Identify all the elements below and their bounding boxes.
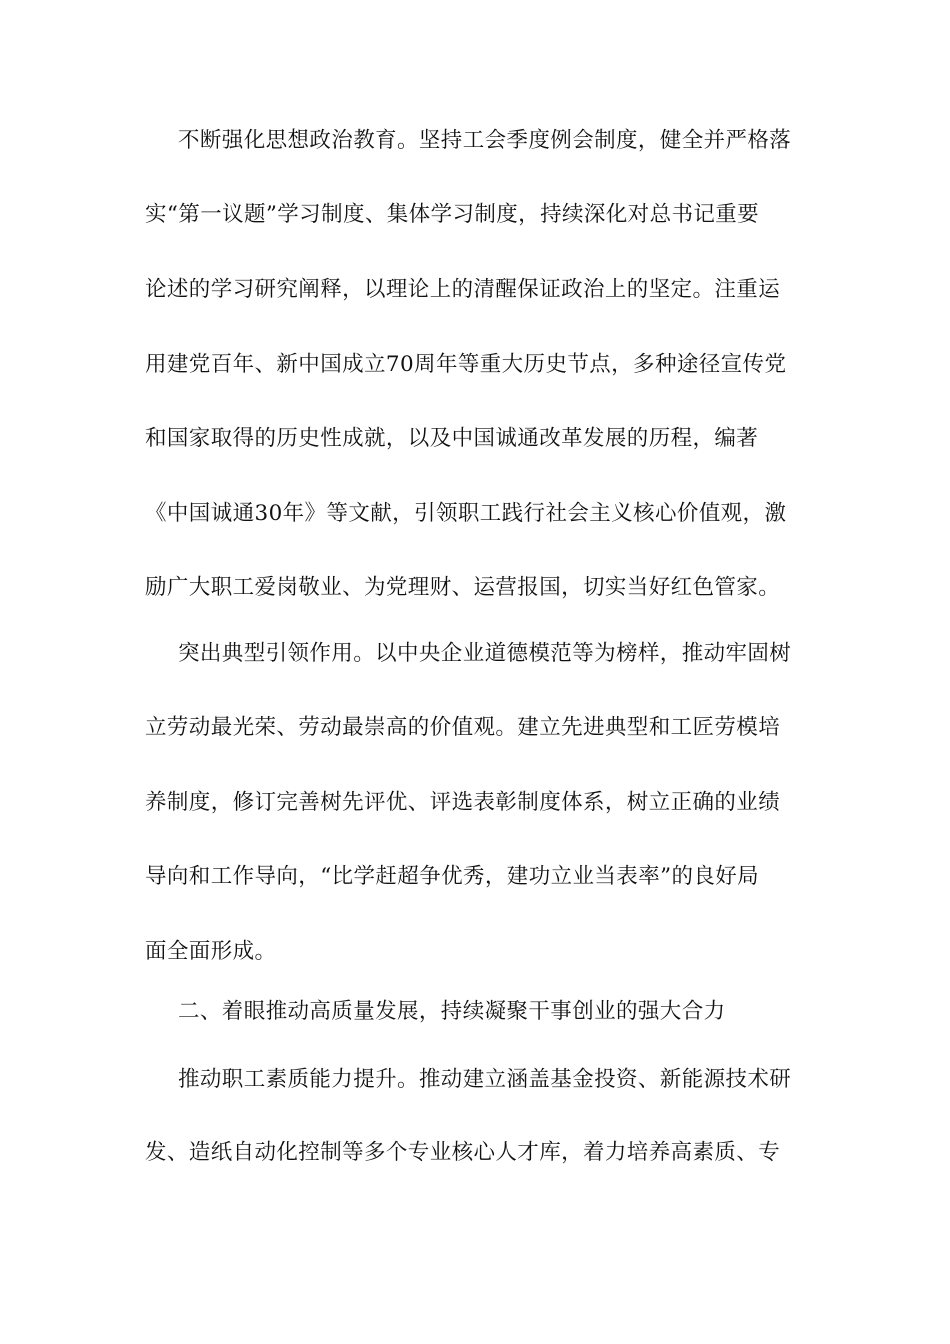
paragraph-1-line-5: 和国家取得的历史性成就，以及中国诚通改革发展的历程，编著: [145, 426, 759, 451]
paragraph-2-line-3: 养制度，修订完善树先评优、评选表彰制度体系，树立正确的业绩: [145, 790, 781, 815]
paragraph-2-line-4: 导向和工作导向，“比学赶超争优秀，建功立业当表率”的良好局: [145, 864, 760, 889]
paragraph-1-line-3: 论述的学习研究阐释，以理论上的清醒保证政治上的坚定。注重运: [145, 277, 781, 302]
paragraph-1-line-2: 实“第一议题”学习制度、集体学习制度，持续深化对总书记重要: [145, 202, 760, 227]
section-heading-2: 二、着眼推动高质量发展，持续凝聚干事创业的强大合力: [178, 999, 726, 1024]
paragraph-1-line-4: 用建党百年、新中国成立70周年等重大历史节点，多种途径宣传党: [145, 352, 787, 377]
paragraph-3-line-1: 推动职工素质能力提升。推动建立涵盖基金投资、新能源技术研: [178, 1067, 792, 1092]
paragraph-1-line-6: 《中国诚通30年》等文献，引领职工践行社会主义核心价值观，激: [145, 501, 787, 526]
paragraph-2-line-1: 突出典型引领作用。以中央企业道德模范等为榜样，推动牢固树: [178, 641, 792, 666]
paragraph-2-line-5: 面全面形成。: [145, 939, 277, 964]
paragraph-1-line-7: 励广大职工爱岗敬业、为党理财、运营报国，切实当好红色管家。: [145, 575, 781, 600]
paragraph-3-line-2: 发、造纸自动化控制等多个专业核心人才库，着力培养高素质、专: [145, 1140, 781, 1165]
paragraph-1-line-1: 不断强化思想政治教育。坚持工会季度例会制度，健全并严格落: [178, 128, 792, 153]
paragraph-2-line-2: 立劳动最光荣、劳动最崇高的价值观。建立先进典型和工匠劳模培: [145, 715, 781, 740]
